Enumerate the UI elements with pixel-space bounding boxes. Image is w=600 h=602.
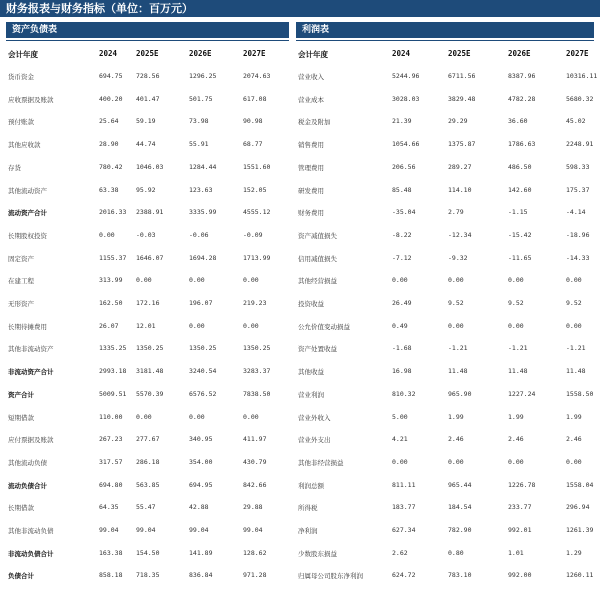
table-row (298, 499, 594, 515)
cell-value: 718.35 (136, 571, 160, 580)
header-year: 2027E (566, 49, 589, 58)
cell-value: 1226.78 (508, 480, 536, 489)
cell-value: 172.16 (136, 299, 160, 307)
table-row (298, 431, 594, 447)
cell-value: 233.77 (508, 503, 532, 512)
row-label: 应付票据及账款 (8, 436, 54, 445)
row-label: 资产处置收益 (298, 345, 337, 354)
cell-value: 183.77 (392, 503, 416, 512)
cell-value: 965.90 (448, 389, 472, 398)
table-row (8, 295, 290, 311)
cell-value: 400.20 (99, 94, 123, 103)
row-label: 流动资产合计 (8, 209, 47, 218)
header-label: 会计年度 (298, 50, 328, 59)
row-label: 短期借款 (8, 413, 34, 422)
cell-value: 184.54 (448, 503, 472, 512)
cell-value: 1227.24 (508, 389, 536, 398)
cell-value: 6576.52 (189, 389, 217, 398)
table-row (298, 567, 594, 583)
cell-value: 810.32 (392, 389, 416, 398)
cell-value: 175.37 (566, 185, 590, 194)
cell-value: 45.02 (566, 117, 586, 126)
cell-value: 992.00 (508, 571, 532, 580)
cell-value: 3829.48 (448, 94, 476, 103)
table-row (8, 318, 290, 334)
row-label: 净利润 (298, 527, 318, 535)
table-row (8, 499, 290, 515)
cell-value: 1155.37 (99, 253, 127, 262)
cell-value: 5009.51 (99, 389, 127, 398)
cell-value: 99.04 (189, 526, 209, 534)
row-label: 营业外收入 (298, 413, 331, 422)
table-row (8, 159, 290, 175)
cell-value: 486.50 (508, 162, 532, 171)
cell-value: 836.84 (189, 571, 213, 580)
cell-value: 0.00 (448, 457, 464, 466)
table-row (8, 272, 290, 288)
cell-value: 3028.03 (392, 94, 420, 103)
income-column-headers (298, 46, 594, 62)
table-row (8, 204, 290, 220)
cell-value: 154.50 (136, 548, 160, 557)
cell-value: 2388.91 (136, 208, 164, 217)
table-row (8, 113, 290, 129)
cell-value: 1350.25 (243, 344, 271, 353)
cell-value: 5244.96 (392, 72, 420, 80)
cell-value: 0.00 (392, 276, 408, 285)
cell-value: 2016.33 (99, 208, 127, 217)
cell-value: 110.00 (99, 412, 123, 421)
cell-value: 152.05 (243, 185, 267, 194)
cell-value: 1046.03 (136, 162, 164, 171)
cell-value: 694.75 (99, 72, 123, 80)
cell-value: 123.63 (189, 185, 213, 194)
row-label: 营业利润 (298, 390, 324, 399)
cell-value: 64.35 (99, 503, 119, 512)
header-year: 2024 (392, 49, 411, 58)
row-label: 其他应收款 (8, 141, 41, 150)
cell-value: 0.00 (189, 412, 205, 421)
cell-value: 1551.60 (243, 162, 271, 171)
cell-value: 1713.99 (243, 253, 271, 262)
cell-value: 4782.28 (508, 94, 536, 103)
row-label: 管理费用 (298, 163, 324, 172)
row-label: 负债合计 (8, 572, 34, 581)
cell-value: 313.99 (99, 276, 123, 285)
cell-value: 1350.25 (189, 344, 217, 353)
table-row (8, 454, 290, 470)
cell-value: 0.00 (243, 412, 259, 421)
cell-value: 68.77 (243, 140, 263, 149)
table-row (8, 545, 290, 561)
row-label: 归属母公司股东净利润 (298, 572, 363, 581)
cell-value: 6711.56 (448, 72, 476, 80)
table-row (298, 522, 594, 538)
cell-value: 0.00 (392, 457, 408, 466)
cell-value: 63.38 (99, 185, 119, 194)
row-label: 营业收入 (298, 73, 324, 81)
cell-value: 3283.37 (243, 367, 271, 376)
balance-column-headers (8, 46, 290, 62)
cell-value: 10316.11 (566, 72, 598, 80)
income-statement-header: 利润表 (296, 22, 594, 38)
cell-value: 0.80 (448, 548, 464, 557)
cell-value: 627.34 (392, 526, 416, 534)
table-row (8, 68, 290, 84)
cell-value: 965.44 (448, 480, 472, 489)
cell-value: 783.10 (448, 571, 472, 580)
header-year: 2026E (189, 49, 212, 58)
cell-value: 219.23 (243, 299, 267, 307)
cell-value: 0.49 (392, 321, 408, 330)
row-label: 固定资产 (8, 254, 34, 263)
table-row (298, 91, 594, 107)
table-row (8, 340, 290, 356)
table-row (298, 318, 594, 334)
table-row (298, 136, 594, 152)
cell-value: 9.52 (566, 299, 582, 307)
cell-value: 95.92 (136, 185, 156, 194)
cell-value: 1558.50 (566, 389, 594, 398)
row-label: 研发费用 (298, 186, 324, 195)
cell-value: 2.62 (392, 548, 408, 557)
cell-value: 1.99 (508, 412, 524, 421)
row-label: 所得税 (298, 504, 318, 513)
cell-value: 4555.12 (243, 208, 271, 217)
cell-value: 3335.99 (189, 208, 217, 217)
cell-value: 2.46 (566, 435, 582, 444)
table-row (298, 545, 594, 561)
cell-value: -8.22 (392, 230, 412, 239)
row-label: 非流动负债合计 (8, 549, 54, 558)
cell-value: 85.48 (392, 185, 412, 194)
cell-value: 0.00 (189, 276, 205, 285)
row-label: 其他非流动负债 (8, 527, 54, 535)
header-label: 会计年度 (8, 50, 38, 59)
cell-value: 992.01 (508, 526, 532, 534)
table-row (298, 477, 594, 493)
cell-value: 317.57 (99, 457, 123, 466)
cell-value: 501.75 (189, 94, 213, 103)
table-row (8, 363, 290, 379)
table-row (298, 340, 594, 356)
cell-value: 1261.39 (566, 526, 594, 534)
cell-value: 1694.28 (189, 253, 217, 262)
cell-value: 3181.48 (136, 367, 164, 376)
row-label: 在建工程 (8, 277, 34, 286)
row-label: 投资收益 (298, 300, 324, 308)
table-row (298, 113, 594, 129)
header-year: 2026E (508, 49, 531, 58)
row-label: 少数股东损益 (298, 549, 337, 558)
row-label: 利润总额 (298, 481, 324, 490)
cell-value: -11.65 (508, 253, 532, 262)
cell-value: 0.00 (189, 321, 205, 330)
cell-value: 411.97 (243, 435, 267, 444)
table-row (8, 567, 290, 583)
cell-value: -7.12 (392, 253, 412, 262)
table-row (298, 295, 594, 311)
cell-value: 42.88 (189, 503, 209, 512)
cell-value: 90.98 (243, 117, 263, 126)
row-label: 非流动资产合计 (8, 368, 54, 377)
cell-value: 617.08 (243, 94, 267, 103)
table-row (298, 182, 594, 198)
cell-value: 9.52 (508, 299, 524, 307)
cell-value: 28.90 (99, 140, 119, 149)
cell-value: 0.00 (508, 321, 524, 330)
cell-value: 73.98 (189, 117, 209, 126)
cell-value: 0.00 (508, 276, 524, 285)
cell-value: 2074.63 (243, 72, 271, 80)
cell-value: 196.07 (189, 299, 213, 307)
cell-value: 2.46 (448, 435, 464, 444)
cell-value: 5570.39 (136, 389, 164, 398)
header-year: 2025E (448, 49, 471, 58)
cell-value: 0.00 (566, 457, 582, 466)
cell-value: 340.95 (189, 435, 213, 444)
row-label: 流动负债合计 (8, 481, 47, 490)
row-label: 其他非流动资产 (8, 345, 54, 354)
cell-value: 1260.11 (566, 571, 594, 580)
cell-value: 401.47 (136, 94, 160, 103)
table-row (8, 136, 290, 152)
cell-value: -0.03 (136, 230, 156, 239)
row-label: 税金及附加 (298, 118, 331, 127)
cell-value: 0.00 (566, 276, 582, 285)
row-label: 销售费用 (298, 141, 324, 150)
cell-value: 162.50 (99, 299, 123, 307)
table-row (298, 159, 594, 175)
cell-value: 811.11 (392, 480, 416, 489)
cell-value: 5.00 (392, 412, 408, 421)
cell-value: 11.48 (448, 367, 468, 376)
cell-value: 99.04 (243, 526, 263, 534)
cell-value: 598.33 (566, 162, 590, 171)
cell-value: 277.67 (136, 435, 160, 444)
divider (296, 40, 594, 41)
table-row (8, 409, 290, 425)
cell-value: 99.04 (136, 526, 156, 534)
cell-value: -1.21 (566, 344, 586, 353)
cell-value: 141.89 (189, 548, 213, 557)
cell-value: 21.39 (392, 117, 412, 126)
cell-value: 0.00 (243, 321, 259, 330)
cell-value: 26.07 (99, 321, 119, 330)
cell-value: 3240.54 (189, 367, 217, 376)
cell-value: 11.48 (566, 367, 586, 376)
row-label: 长期借款 (8, 504, 34, 513)
table-row (298, 250, 594, 266)
row-label: 营业外支出 (298, 436, 331, 445)
cell-value: 59.19 (136, 117, 156, 126)
divider (6, 40, 289, 41)
table-row (298, 204, 594, 220)
cell-value: 430.79 (243, 457, 267, 466)
cell-value: 1786.63 (508, 140, 536, 149)
row-label: 财务费用 (298, 209, 324, 218)
table-row (298, 454, 594, 470)
cell-value: 0.00 (508, 457, 524, 466)
cell-value: 782.90 (448, 526, 472, 534)
cell-value: 563.85 (136, 480, 160, 489)
cell-value: 1646.07 (136, 253, 164, 262)
row-label: 资产合计 (8, 390, 34, 399)
row-label: 资产减值损失 (298, 231, 337, 240)
cell-value: 9.52 (448, 299, 464, 307)
balance-sheet-header: 资产负债表 (6, 22, 289, 38)
cell-value: 99.04 (99, 526, 119, 534)
header-year: 2027E (243, 49, 266, 58)
cell-value: 2248.91 (566, 140, 594, 149)
row-label: 营业成本 (298, 95, 324, 104)
cell-value: 11.48 (508, 367, 528, 376)
table-row (298, 363, 594, 379)
cell-value: 128.62 (243, 548, 267, 557)
cell-value: 25.64 (99, 117, 119, 126)
row-label: 其他流动负债 (8, 458, 47, 467)
cell-value: -1.21 (508, 344, 528, 353)
cell-value: -15.42 (508, 230, 532, 239)
row-label: 其他收益 (298, 368, 324, 377)
row-label: 无形资产 (8, 300, 34, 308)
cell-value: 0.00 (99, 230, 115, 239)
table-row (8, 250, 290, 266)
row-label: 预付账款 (8, 118, 34, 127)
cell-value: -14.33 (566, 253, 590, 262)
cell-value: 0.00 (136, 412, 152, 421)
row-label: 公允价值变动损益 (298, 322, 350, 331)
cell-value: 354.00 (189, 457, 213, 466)
cell-value: 4.21 (392, 435, 408, 444)
cell-value: 694.80 (99, 480, 123, 489)
cell-value: 114.10 (448, 185, 472, 194)
cell-value: 1.01 (508, 548, 524, 557)
cell-value: 1375.87 (448, 140, 476, 149)
cell-value: -12.34 (448, 230, 472, 239)
cell-value: 728.56 (136, 72, 160, 80)
header-year: 2024 (99, 49, 118, 58)
cell-value: 1284.44 (189, 162, 217, 171)
cell-value: 971.28 (243, 571, 267, 580)
cell-value: 26.49 (392, 299, 412, 307)
cell-value: 2993.18 (99, 367, 127, 376)
table-row (8, 386, 290, 402)
cell-value: 289.27 (448, 162, 472, 171)
cell-value: 163.38 (99, 548, 123, 557)
cell-value: 296.94 (566, 503, 590, 512)
cell-value: -1.15 (508, 208, 528, 217)
cell-value: 2.46 (508, 435, 524, 444)
header-year: 2025E (136, 49, 159, 58)
cell-value: 0.00 (243, 276, 259, 285)
table-row (8, 227, 290, 243)
cell-value: 5680.32 (566, 94, 594, 103)
cell-value: 858.18 (99, 571, 123, 580)
row-label: 其他流动资产 (8, 186, 47, 195)
row-label: 其他经营损益 (298, 277, 337, 286)
cell-value: 44.74 (136, 140, 156, 149)
row-label: 货币资金 (8, 73, 34, 81)
cell-value: 1558.04 (566, 480, 594, 489)
cell-value: 267.23 (99, 435, 123, 444)
table-row (298, 409, 594, 425)
row-label: 存货 (8, 163, 21, 172)
cell-value: -1.21 (448, 344, 468, 353)
cell-value: 1296.25 (189, 72, 217, 80)
row-label: 信用减值损失 (298, 254, 337, 263)
cell-value: -18.96 (566, 230, 590, 239)
cell-value: -35.04 (392, 208, 416, 217)
cell-value: 1335.25 (99, 344, 127, 353)
cell-value: 842.66 (243, 480, 267, 489)
table-row (298, 68, 598, 84)
cell-value: 624.72 (392, 571, 416, 580)
cell-value: 0.00 (448, 276, 464, 285)
cell-value: -9.32 (448, 253, 468, 262)
table-row (8, 91, 290, 107)
cell-value: -0.06 (189, 230, 209, 239)
cell-value: 7838.50 (243, 389, 271, 398)
cell-value: 16.98 (392, 367, 412, 376)
cell-value: 2.79 (448, 208, 464, 217)
cell-value: 694.95 (189, 480, 213, 489)
cell-value: 780.42 (99, 162, 123, 171)
cell-value: 1350.25 (136, 344, 164, 353)
row-label: 长期股权投资 (8, 231, 47, 240)
cell-value: -4.14 (566, 208, 586, 217)
cell-value: 1054.66 (392, 140, 420, 149)
table-row (8, 477, 290, 493)
cell-value: 12.01 (136, 321, 156, 330)
cell-value: -0.09 (243, 230, 263, 239)
row-label: 应收票据及账款 (8, 95, 54, 104)
cell-value: 206.56 (392, 162, 416, 171)
cell-value: 0.00 (566, 321, 582, 330)
cell-value: 29.88 (243, 503, 263, 512)
cell-value: 8387.96 (508, 72, 536, 80)
cell-value: 1.99 (566, 412, 582, 421)
report-title: 财务报表与财务指标（单位：百万元） (0, 0, 600, 17)
cell-value: 0.00 (136, 276, 152, 285)
table-row (8, 522, 290, 538)
cell-value: 36.60 (508, 117, 528, 126)
cell-value: 1.29 (566, 548, 582, 557)
table-row (298, 386, 594, 402)
row-label: 长期待摊费用 (8, 322, 47, 331)
table-row (298, 227, 594, 243)
cell-value: 55.91 (189, 140, 209, 149)
cell-value: -1.68 (392, 344, 412, 353)
cell-value: 55.47 (136, 503, 156, 512)
table-row (298, 272, 594, 288)
row-label: 其他非经营损益 (298, 458, 344, 467)
cell-value: 286.18 (136, 457, 160, 466)
cell-value: 142.60 (508, 185, 532, 194)
cell-value: 1.99 (448, 412, 464, 421)
table-row (8, 182, 290, 198)
table-row (8, 431, 290, 447)
cell-value: 0.00 (448, 321, 464, 330)
cell-value: 29.29 (448, 117, 468, 126)
